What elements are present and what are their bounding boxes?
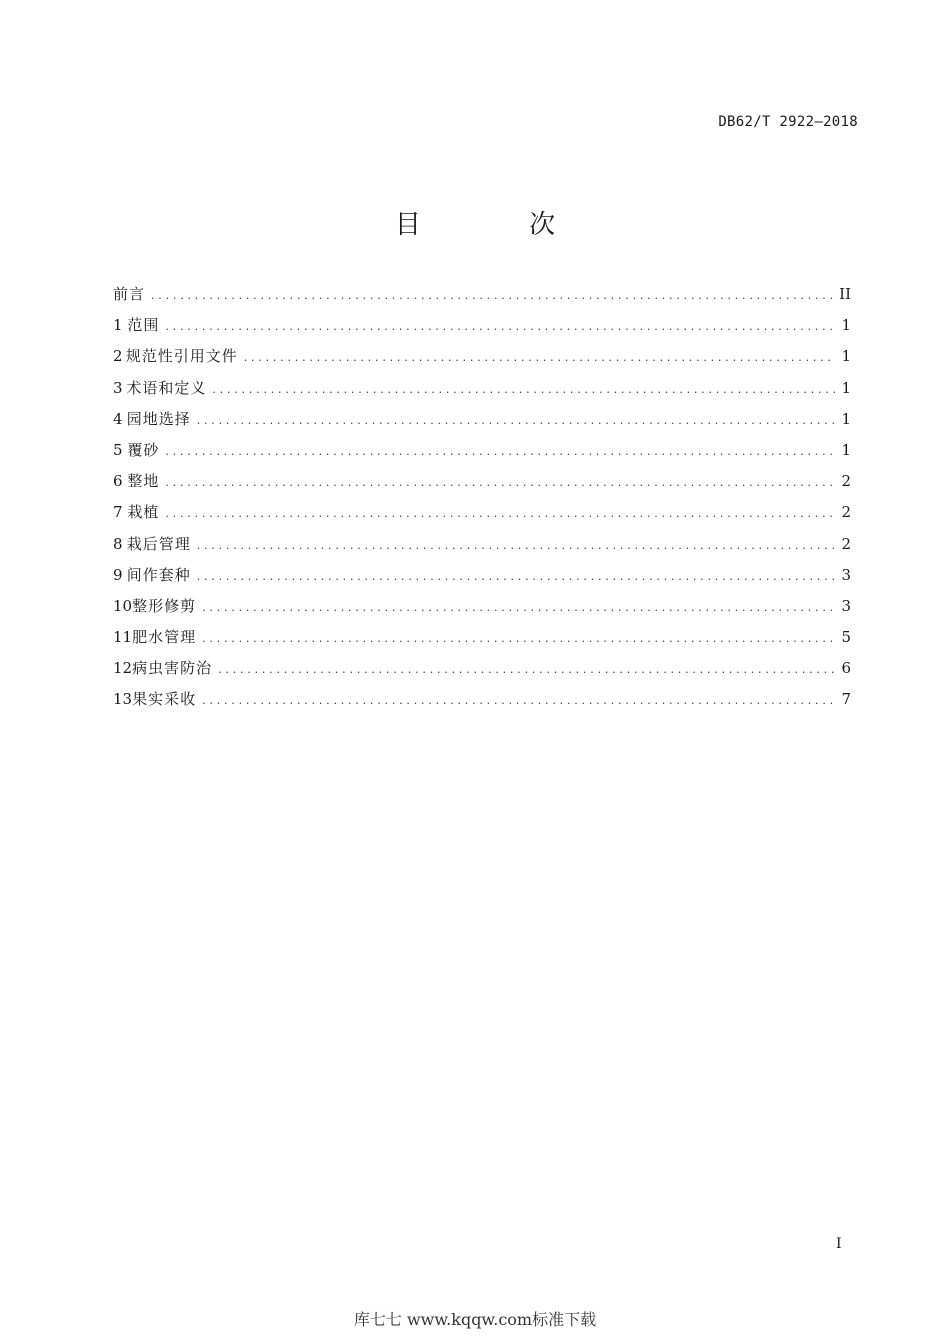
toc-entry-fertilizer-water[interactable] <box>113 626 851 657</box>
toc-leader-dots <box>165 507 835 520</box>
toc-entry-label: 范围 <box>127 316 160 335</box>
toc-entry-label: 果实采收 <box>132 690 197 709</box>
toc-entry-planting[interactable] <box>113 501 851 532</box>
toc-entry-page: 1 <box>841 409 851 428</box>
toc-entry-number: 2 <box>113 347 123 366</box>
toc-entry-page: 7 <box>841 690 851 709</box>
toc-entry-number: 8 <box>113 534 123 553</box>
toc-entry-page: 3 <box>841 596 851 615</box>
toc-entry-label: 栽植 <box>127 503 160 522</box>
toc-leader-dots <box>165 445 835 458</box>
toc-entry-pest-control[interactable] <box>113 657 851 688</box>
toc-entry-preface[interactable] <box>113 283 851 314</box>
toc-entry-page: 3 <box>841 565 851 584</box>
toc-entry-label: 整形修剪 <box>132 596 197 615</box>
toc-entry-page: 1 <box>841 378 851 397</box>
toc-entry-label: 肥水管理 <box>132 628 197 647</box>
toc-entry-land-preparation[interactable] <box>113 470 851 501</box>
toc-leader-dots <box>197 570 835 583</box>
toc-leader-dots <box>212 383 835 396</box>
toc-entry-label: 规范性引用文件 <box>125 347 238 366</box>
toc-entry-label: 术语和定义 <box>126 378 207 397</box>
toc-leader-dots <box>151 289 833 302</box>
toc-entry-number: 10 <box>113 596 133 615</box>
toc-entry-number: 5 <box>113 440 123 459</box>
toc-leader-dots <box>197 414 835 427</box>
toc-entry-label: 整地 <box>127 472 160 491</box>
toc-entry-page: 5 <box>841 628 851 647</box>
toc-entry-number: 4 <box>113 409 123 428</box>
toc-entry-number: 3 <box>113 378 123 397</box>
toc-entry-page: 6 <box>841 659 851 678</box>
toc-entry-post-planting-management[interactable] <box>113 533 851 564</box>
toc-entry-number: 13 <box>113 690 133 709</box>
toc-entry-page: 2 <box>841 534 851 553</box>
toc-entry-site-selection[interactable] <box>113 408 851 439</box>
toc-entry-intercropping[interactable] <box>113 564 851 595</box>
toc-entry-sand-covering[interactable] <box>113 439 851 470</box>
toc-leader-dots <box>165 476 835 489</box>
toc-entry-number: 11 <box>113 628 133 647</box>
standard-code: DB62/T 2922—2018 <box>718 114 858 130</box>
toc-entry-label: 覆砂 <box>127 440 160 459</box>
toc-entry-harvest[interactable] <box>113 688 851 719</box>
toc-entry-page: 2 <box>841 472 851 491</box>
toc-entry-label: 病虫害防治 <box>132 659 213 678</box>
toc-leader-dots <box>165 320 835 333</box>
toc-title: 目 次 <box>394 210 606 240</box>
toc-entry-number: 6 <box>113 472 123 491</box>
toc-leader-dots <box>244 351 835 364</box>
toc-entry-label: 园地选择 <box>126 409 191 428</box>
toc-leader-dots <box>202 632 835 645</box>
toc-entry-pruning[interactable] <box>113 595 851 626</box>
toc-leader-dots <box>202 601 835 614</box>
toc-leader-dots <box>202 694 835 707</box>
footer-watermark: 库七七 www.kqqw.com标准下载 <box>353 1310 597 1329</box>
toc-entry-label: 间作套种 <box>126 565 191 584</box>
toc-entry-scope[interactable] <box>113 314 851 345</box>
toc-entry-number: 9 <box>113 565 123 584</box>
toc-entry-label: 栽后管理 <box>126 534 191 553</box>
toc-entry-terms-definitions[interactable] <box>113 377 851 408</box>
toc-entry-page: 1 <box>841 440 851 459</box>
toc-leader-dots <box>218 663 835 676</box>
toc-entry-normative-references[interactable] <box>113 345 851 376</box>
page-number: I <box>836 1236 842 1252</box>
toc-entry-page: II <box>839 285 851 303</box>
toc-entry-number: 12 <box>113 659 133 678</box>
toc-leader-dots <box>197 539 835 552</box>
toc-entry-label: 前言 <box>113 285 146 303</box>
toc-entry-number: 1 <box>113 316 123 335</box>
toc-entry-page: 2 <box>841 503 851 522</box>
toc-entry-number: 7 <box>113 503 123 522</box>
toc-entry-page: 1 <box>841 316 851 335</box>
toc-list <box>113 283 851 720</box>
toc-entry-page: 1 <box>841 347 851 366</box>
